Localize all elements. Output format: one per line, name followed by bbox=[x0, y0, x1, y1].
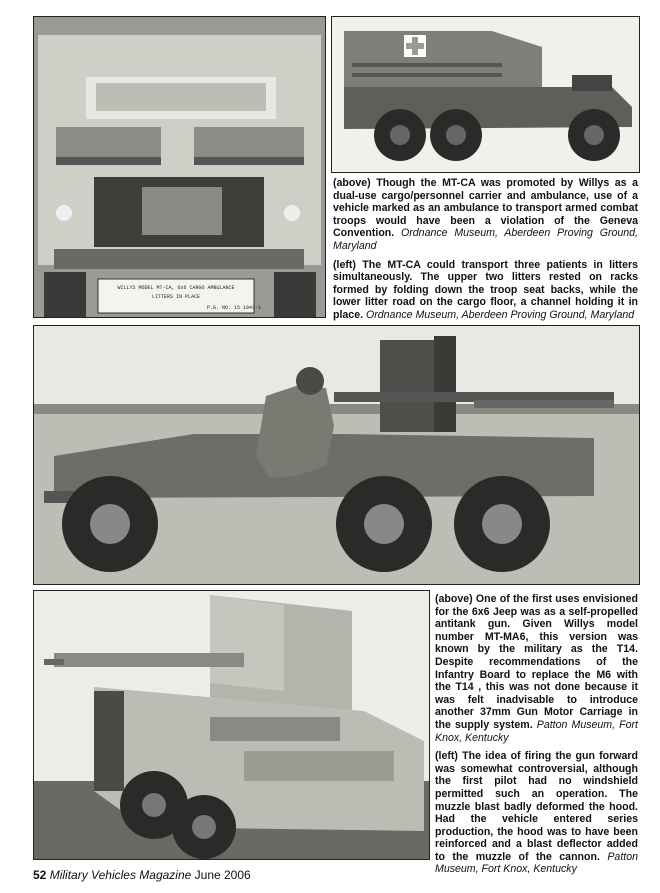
page-number: 52 bbox=[33, 868, 47, 882]
issue-date: June 2006 bbox=[194, 868, 251, 882]
caption-lead: (left) bbox=[333, 258, 356, 271]
page-footer bbox=[33, 868, 251, 882]
caption-lead: (above) bbox=[333, 177, 371, 189]
photo-ambulance-side bbox=[331, 16, 640, 173]
photo-gun-carrier-rear bbox=[33, 590, 430, 860]
caption-lead: (above) bbox=[435, 593, 473, 605]
photo-gun-carrier-side bbox=[33, 325, 640, 585]
caption-antitank-gun bbox=[435, 593, 638, 744]
photo-credit: Ordnance Museum, Aberdeen Proving Ground, Maryland bbox=[366, 308, 635, 321]
caption-ambulance-use bbox=[333, 177, 638, 253]
placard-text: LITTERS IN PLACE bbox=[151, 294, 201, 300]
photo-credit: Patton Museum, Fort Knox, Kentucky bbox=[435, 850, 638, 876]
caption-ambulance-litters bbox=[333, 259, 638, 322]
magazine-name: Military Vehicles Magazine bbox=[49, 868, 192, 882]
caption-firing-forward bbox=[435, 750, 638, 876]
photo-ambulance-interior bbox=[33, 16, 326, 318]
caption-body: The MT-CA could transport three patients in litters simultaneously. The upper two litters rested on racks formed by folding down the troop seat backs, while the lower litter road on the cargo floor, a channel holding it in place. bbox=[333, 258, 638, 321]
caption-bottom-block bbox=[435, 593, 638, 882]
photo-credit: Ordnance Museum, Aberdeen Proving Ground, Maryland bbox=[333, 227, 638, 252]
caption-top-block bbox=[333, 177, 638, 328]
photo-credit: Patton Museum, Fort Knox, Kentucky bbox=[435, 718, 638, 744]
caption-body: One of the first uses envisioned for the 6x6 Jeep was as a self-propelled antitank gun. Given Willys model number MT-MA6, this version was known by the military as the T14. Despite recommendations of the Infantry Board to replace the M6 with the T14 , this was not done because it was felt inadvisable to introduce another 37mm Gun Motor Carriage in the supply system. bbox=[435, 593, 638, 731]
caption-body: The idea of firing the gun forward was somewhat controversial, although the first pilot had no windshield permitted such an operation. The muzzle blast badly deformed the hood. Had the vehicle entered series production, the hood was to have been reinforced and a blast deflector added to the muzzle of the cannon. bbox=[435, 750, 638, 863]
caption-lead: (left) bbox=[435, 750, 458, 763]
caption-body: Though the MT-CA was promoted by Willys as a dual-use cargo/personnel carrier and ambulance, use of a vehicle marked as an ambulance to transport armed combat troops would have been a violation of the Geneva Convention. bbox=[333, 177, 638, 240]
placard-text: P.G. NO. 15 1943-1 bbox=[206, 305, 262, 311]
placard-text: WILLYS MODEL MT-CA, 6x6 CARGO AMBULANCE bbox=[117, 285, 235, 291]
